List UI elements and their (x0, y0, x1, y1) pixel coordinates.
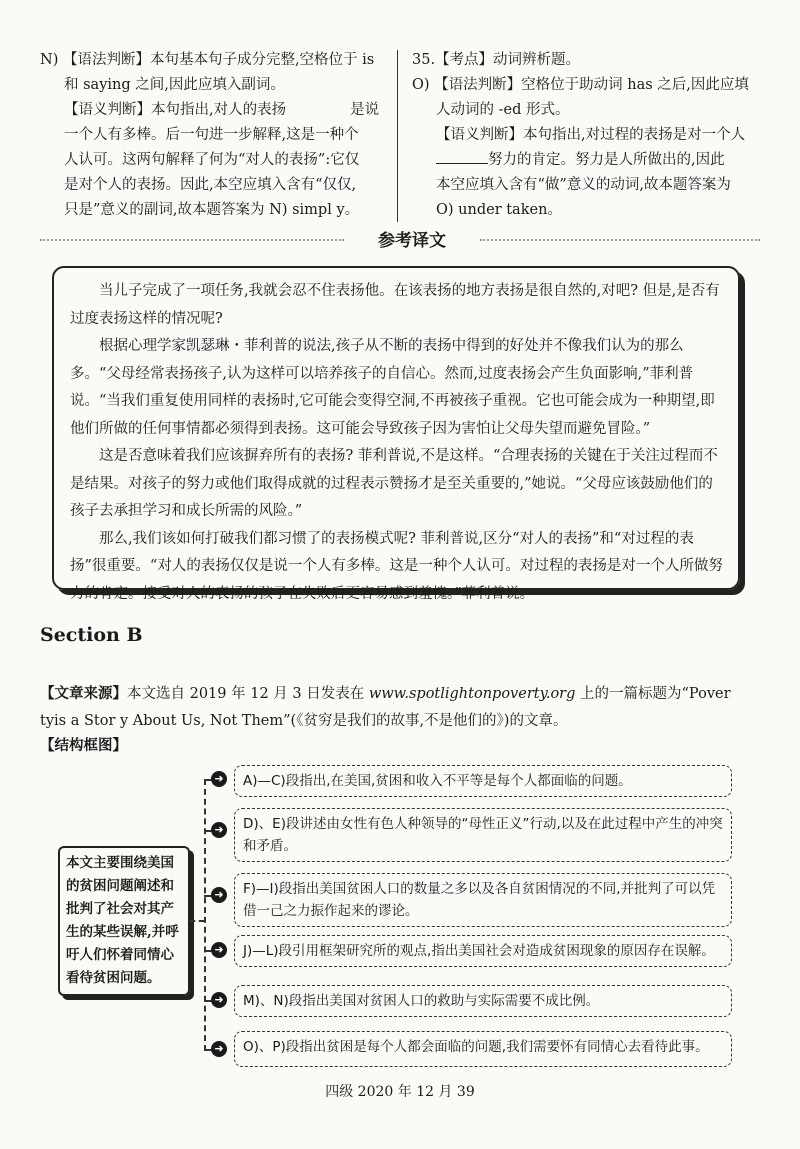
structure-item: O)、P)段指出贫困是每个人都会面临的问题,我们需要怀有同情心去看待此事。 (234, 1031, 732, 1067)
structure-item: D)、E)段讲述由女性有色人种领导的“母性正义”行动,以及在此过程中产生的冲突和矛盾。 (234, 808, 732, 862)
translation-box (52, 266, 740, 602)
arrow-icon: ➜ (211, 887, 227, 903)
explanation-text: 【语义判断】本句指出,对人的表扬 (64, 102, 287, 118)
section-title: Section B (40, 624, 143, 646)
answer-blank (436, 149, 488, 164)
explanation-line: O) under taken。 (436, 202, 562, 218)
arrow-icon: ➜ (211, 992, 227, 1008)
arrow-icon: ➜ (211, 771, 227, 787)
explanation-line: O) 【语法判断】空格位于助动词 has 之后,因此应填 (412, 77, 749, 93)
explanation-line: 【语义判断】本句指出,对过程的表扬是对一个人 (436, 127, 746, 143)
explanation-line: N) 【语法判断】本句基本句子成分完整,空格位于 is (40, 52, 375, 68)
left-explanation-column (40, 48, 388, 223)
structure-item: J)—L)段引用框架研究所的观点,指出美国社会对造成贫困现象的原因存在误解。 (234, 935, 732, 967)
explanation-text: 是说 (350, 102, 380, 118)
arrow-icon: ➜ (211, 822, 227, 838)
source-text: 本文选自 2019 年 12 月 3 日发表在 (127, 686, 369, 702)
question-heading: 35.【考点】动词辨析题。 (412, 52, 581, 68)
source-url: www.spotlightonpoverty.org (368, 686, 576, 702)
explanation-line: 人认可。这两句解释了何为“对人的表扬”:它仅 (64, 152, 360, 168)
page-footer: 四级 2020 年 12 月 39 (325, 1084, 475, 1100)
dotted-rule (480, 239, 760, 241)
arrow-icon: ➜ (211, 942, 227, 958)
arrow-icon: ➜ (211, 1041, 227, 1057)
bracket-line (204, 779, 206, 1051)
explanation-line: 本空应填入含有“做”意义的动词,故本题答案为 (436, 177, 731, 193)
explanation-text: 努力的肯定。努力是人所做出的,因此 (488, 152, 725, 168)
source-text: 上的一篇标题为“Pover tyis a Stor y About Us, Not Them”(《贫穷是我们的故事,不是他们的》)的文章。 (40, 686, 731, 729)
structure-item: F)—I)段指出美国贫困人口的数量之多以及各自贫困情况的不同,并批判了可以凭借一己之力振作起来的谬论。 (234, 873, 732, 927)
structure-label: 【结构框图】 (40, 737, 127, 754)
translation-paragraph: 这是否意味着我们应该摒弃所有的表扬? 菲利普说,不是这样。“合理表扬的关键在于关注过程而不是结果。对孩子的努力或他们取得成就的过程表示赞扬才是至关重要的,”她说。“父母应该鼓励他们的孩子去承担学习和成长所需的风险。” (70, 448, 718, 519)
explanation-line: 只是”意义的副词,故本题答案为 N) simpl y。 (64, 202, 360, 218)
structure-item: A)—C)段指出,在美国,贫困和收入不平等是每个人都面临的问题。 (234, 765, 732, 797)
dotted-rule (40, 239, 344, 241)
translation-paragraph: 那么,我们该如何打破我们都习惯了的表扬模式呢? 菲利普说,区分“对人的表扬”和“对过程的表扬”很重要。“对人的表扬仅仅是说一个人有多棒。这是一种个人认可。对过程的表扬是对一个人所做努力的肯定。接受对人的表扬的孩子在失败后更容易感到羞愧。”菲利普说。 (70, 530, 723, 602)
main-idea-box: 本文主要围绕美国的贫困问题阐述和批判了社会对其产生的某些误解,并呼吁人们怀着同情心看待贫困问题。 (58, 846, 190, 996)
column-divider (397, 50, 398, 222)
connector-line (190, 920, 204, 922)
right-explanation-column (412, 48, 758, 223)
structure-item: M)、N)段指出美国对贫困人口的救助与实际需要不成比例。 (234, 985, 732, 1017)
explanation-line: 和 saying 之间,因此应填入副词。 (64, 77, 285, 93)
explanation-line: 人动词的 -ed 形式。 (436, 102, 570, 118)
article-source (40, 680, 760, 735)
translation-heading-row (40, 226, 760, 254)
explanation-line (412, 148, 758, 173)
explanation-line (40, 98, 388, 123)
translation-paragraph: 当儿子完成了一项任务,我就会忍不住表扬他。在该表扬的地方表扬是很自然的,对吧? 但是,是否有过度表扬这样的情况呢? (70, 283, 720, 327)
translation-heading: 参考译文 (378, 231, 446, 251)
explanation-line: 是对个人的表扬。因此,本空应填入含有“仅仅, (64, 177, 357, 193)
source-tag: 【文章来源】 (40, 685, 127, 702)
translation-paragraph: 根据心理学家凯瑟琳・菲利普的说法,孩子从不断的表扬中得到的好处并不像我们认为的那么多。“父母经常表扬孩子,认为这样可以培养孩子的自信心。然而,过度表扬会产生负面影响,”菲利普说。“当我们重复使用同样的表扬时,它可能会变得空洞,不再被孩子重视。它也可能会成为一种期望,即他们所做的任何事情都必须得到表扬。这可能会导致孩子因为害怕让父母失望而避免冒险。” (70, 338, 715, 437)
explanation-line: 一个人有多棒。后一句进一步解释,这是一种个 (64, 127, 359, 143)
